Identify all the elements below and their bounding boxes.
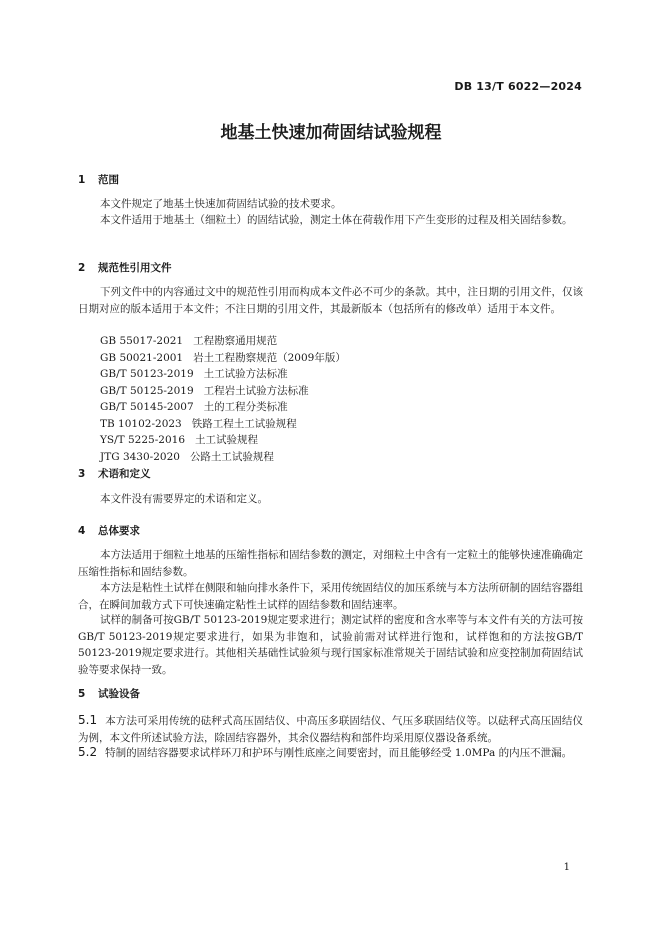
reference-name: 铁路工程土工试验规程 (191, 417, 297, 430)
clause-number: 5.1 (78, 713, 98, 727)
paragraph: 本文件没有需要界定的术语和定义。 (100, 493, 268, 505)
document-title: 地基土快速加荷固结试验规程 (220, 123, 442, 143)
section-number: 2 (78, 262, 86, 274)
section-title: 范围 (98, 174, 119, 186)
section-title: 术语和定义 (98, 468, 151, 480)
reference-name: 土的工程分类标准 (203, 401, 288, 413)
reference-item (100, 416, 346, 433)
reference-list (100, 333, 346, 465)
paragraph: 试样的制备可按GB/T 50123-2019规定要求进行；测定试样的密度和含水率等与本文件有关的方法可按GB/T 50123-2019规定要求进行，如果为非饱和，试验前需对试样进行饱和，试样饱和的方法按GB/T 50123-2019规定要求进行。其他相关基础性试验须与现行国家标准常规关于固结试验和应变控制加荷固结试验等要求保持一致。 (78, 614, 583, 676)
paragraph: 本方法适用于细粒土地基的压缩性指标和固结参数的测定，对细粒土中含有一定粒土的能够快速准确确定压缩性指标和固结参数。 (78, 549, 583, 578)
reference-code: GB 50021-2001 (100, 351, 184, 364)
reference-name: 岩土工程勘察规范（2009年版） (193, 351, 346, 364)
reference-item (100, 366, 346, 383)
clause-number: 5.2 (78, 745, 98, 759)
reference-code: TB 10102-2023 (100, 417, 182, 430)
reference-code: JTG 3430-2020 (100, 450, 180, 463)
section-title: 试验设备 (98, 688, 140, 700)
reference-name: 工程勘察通用规范 (193, 335, 278, 347)
reference-name: 公路土工试验规程 (189, 450, 274, 463)
reference-item (100, 399, 346, 416)
section-number: 3 (78, 468, 86, 480)
reference-name: 土工试验方法标准 (203, 368, 288, 380)
reference-item (100, 333, 346, 350)
reference-item (100, 432, 346, 449)
reference-code: GB/T 50123-2019 (100, 368, 194, 380)
page-number: 1 (563, 862, 570, 873)
paragraph: 本文件适用于地基土（细粒土）的固结试验，测定土体在荷载作用下产生变形的过程及相关固结参数。 (100, 214, 573, 226)
reference-code: GB 55017-2021 (100, 335, 184, 347)
section-heading-test-equipment (78, 686, 140, 701)
reference-item (100, 449, 346, 466)
clause (78, 744, 583, 762)
paragraph: 本方法是粘性土试样在侧限和轴向排水条件下，采用传统固结仪的加压系统与本方法所研制的固结容器组合，在瞬间加载方式下可快速确定粘性土试样的固结参数和固结速率。 (78, 582, 583, 611)
reference-name: 土工试验规程 (195, 434, 258, 446)
reference-code: YS/T 5225-2016 (100, 434, 185, 446)
section-title: 规范性引用文件 (98, 262, 172, 274)
clause-text: 本方法可采用传统的砝秤式高压固结仪、中高压多联固结仪、气压多联固结仪等。以砝秤式高压固结仪为例，本文件所述试验方法，除固结容器外，其余仪器结构和部件均采用原仪器设备系统。 (78, 715, 583, 744)
section-number: 4 (78, 525, 86, 537)
section-number: 5 (78, 688, 86, 700)
section-heading-normative-references (78, 260, 172, 275)
reference-name: 工程岩土试验方法标准 (203, 384, 309, 397)
section-heading-general-requirements (78, 523, 140, 538)
section-number: 1 (78, 174, 86, 186)
reference-code: GB/T 50145-2007 (100, 401, 194, 413)
paragraph: 本文件规定了地基土快速加荷固结试验的技术要求。 (100, 198, 342, 210)
section-title: 总体要求 (98, 525, 140, 537)
paragraph: 下列文件中的内容通过文中的规范性引用而构成本文件必不可少的条款。其中，注日期的引用文件，仅该日期对应的版本适用于本文件；不注日期的引用文件，其最新版本（包括所有的修改单）适用于本文件。 (78, 286, 583, 315)
clause (78, 712, 583, 746)
document-code: DB 13/T 6022—2024 (454, 80, 582, 93)
section-heading-terms-definitions (78, 466, 151, 481)
reference-code: GB/T 50125-2019 (100, 384, 194, 397)
reference-item (100, 350, 346, 367)
clause-text: 特制的固结容器要求试样环刀和护环与刚性底座之间要密封，而且能够经受 1.0MPa 的内压不泄漏。 (105, 747, 573, 759)
reference-item (100, 383, 346, 400)
section-heading-scope (78, 172, 119, 187)
